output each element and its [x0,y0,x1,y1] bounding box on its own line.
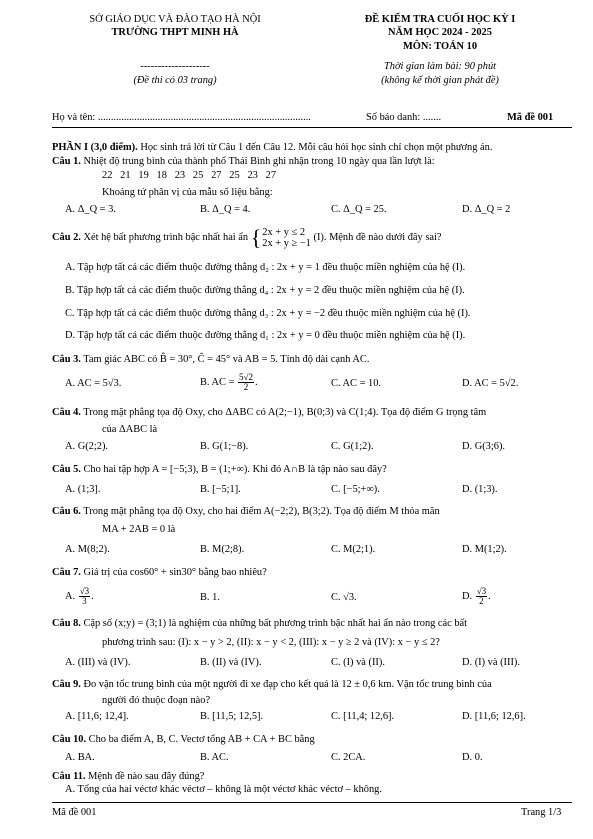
q3-b-denominator: 2 [243,382,249,393]
q5-option-c: C. [−5;+∞). [331,484,380,495]
q7-a-denominator: 3 [82,596,87,607]
q3-option-b-fraction [238,373,254,392]
q8-label: Câu 8. [52,618,81,629]
q3-option-b: B. AC = $\frac{5√2}{2}$ . [200,372,258,393]
subject: MÔN: TOÁN 10 [402,41,478,52]
q3-option-c: C. AC = 10. [331,378,382,389]
q1-option-b: B. Δ_Q = 4. [200,204,251,215]
q3-option-d: D. AC = 5√2. [462,378,519,389]
question-4 [52,406,572,419]
q7-option-d-fraction [476,587,487,606]
q4-option-c: C. G(1;2). [331,441,374,452]
department-name: SỞ GIÁO DỤC VÀ ĐÀO TẠO HÀ NỘI [89,14,261,25]
q4-option-d: D. G(3;6). [462,441,505,452]
q6-label: Câu 6. [52,506,81,517]
q2-system [262,227,311,249]
footer-exam-code: Mã đề 001 [52,807,97,818]
time-note: (không kể thời gian phát đề) [381,75,499,86]
question-10 [52,733,572,746]
q3-b-numerator: 5√2 [239,372,253,383]
q10-label: Câu 10. [52,734,87,745]
question-5 [52,463,572,476]
q2-option-d: D. Tập hợp tất cả các điểm thuộc đường thẳng d₁ : 2x + y = 0 đều thuộc miền nghiệm của hệ (I). [65,330,466,341]
q10-text: Cho ba điểm A, B, C. Vectơ tổng AB + CA + BC bằng [86,734,315,745]
school-name: TRƯỜNG THPT MINH HÀ [111,27,239,38]
q1-option-a: A. Δ_Q = 3. [65,204,116,215]
q8-text: Cặp số (x;y) = (3;1) là nghiệm của những bất phương trình bậc nhất hai ẩn nào trong các bất [80,618,468,629]
q6-option-a: A. M(8;2). [65,544,110,555]
system-brace: { [250,224,262,250]
q5-text: Cho hai tập hợp A = [−5;3), B = (1;+∞). Khi đó A∩B là tập nào sau đây? [80,464,387,475]
q1-option-d: D. Δ_Q = 2 [462,204,511,215]
q2-eq1: 2x + y ≤ 2 [262,226,306,238]
q4-option-b: B. G(1;−8). [200,441,249,452]
q2-tail: (I). Mệnh đề nào dưới đây sai? [310,232,442,243]
q4-label: Câu 4. [52,407,81,418]
q5-option-d: D. (1;3). [462,484,498,495]
q4-text: Trong mặt phẳng tọa độ Oxy, cho ΔABC có A(2;−1), B(0;3) và C(1;4). Tọa độ điểm G trọng tâm [80,407,487,418]
q5-option-a: A. (1;3]. [65,484,101,495]
part1-heading [52,141,572,154]
student-id-field: Số báo danh: ....... [366,112,442,123]
exam-title: ĐỀ KIỂM TRA CUỐI HỌC KỲ I [364,14,516,25]
q8-option-a: A. (III) và (IV). [65,657,131,668]
header-dashes: -------------------- [140,61,210,72]
q2-option-b: B. Tập hợp tất cả các điểm thuộc đường thẳng d₄ : 2x + y = 2 đều thuộc miền nghiệm của hệ (I). [65,285,465,296]
q7-option-a-prefix: A. [65,591,78,602]
pages-note: (Đề thi có 03 trang) [133,75,217,86]
q9-text-cont: người đó thuộc đoạn nào? [102,695,211,706]
q7-option-d-prefix: D. [462,591,475,602]
q4-option-a: A. G(2;2). [65,441,108,452]
q2-option-c: C. Tập hợp tất cả các điểm thuộc đường thẳng d₃ : 2x + y = −2 đều thuộc miền nghiệm của hệ (I). [65,308,471,319]
q8-text-cont: phương trình sau: (I): x − y > 2, (II): x − y < 2, (III): x − y ≥ 2 và (IV): x − y ≤ 2? [102,637,440,648]
school-year: NĂM HỌC 2024 - 2025 [388,27,492,38]
q10-option-b: B. AC. [200,752,229,763]
q7-option-b: B. 1. [200,592,220,603]
question-1 [52,155,572,168]
q10-option-a: A. BA. [65,752,95,763]
q5-option-b: B. [−5;1]. [200,484,241,495]
q8-option-b: B. (II) và (IV). [200,657,262,668]
question-6 [52,505,572,518]
q3-option-b-prefix: B. AC = [200,377,238,388]
question-2 [52,226,572,250]
question-8 [52,617,572,630]
q7-option-d: D. $\frac{√3}{2}$ . [462,586,491,607]
q9-option-a: A. [11,6; 12,4]. [65,711,129,722]
q2-label: Câu 2. [52,232,81,243]
q5-label: Câu 5. [52,464,81,475]
q6-option-b: B. M(2;8). [200,544,245,555]
q11-option-a: A. Tổng của hai véctơ khác véctơ – không là một véctơ khác véctơ – không. [65,784,382,795]
q10-option-c: C. 2CA. [331,752,366,763]
question-11 [52,770,572,783]
q8-option-c: C. (I) và (II). [331,657,385,668]
q7-d-denominator: 2 [479,596,484,607]
q6-option-c: C. M(2;1). [331,544,376,555]
q6-vector-condition: MA + 2AB = 0 là [102,524,176,535]
footer-divider [52,802,572,803]
q2-option-a: A. Tập hợp tất cả các điểm thuộc đường thẳng d₂ : 2x + y = 1 đều thuộc miền nghiệm của hệ (I). [65,262,466,273]
q7-text: Giá trị của cos60° + sin30° bằng bao nhiêu? [80,567,267,578]
page-number: Trang 1/3 [521,807,562,818]
part1-title: PHẦN I (3,0 điểm). [52,142,138,153]
q2-text: Xét hệ bất phương trình bậc nhất hai ẩn [80,232,249,243]
question-9 [52,678,572,691]
q10-option-d: D. 0. [462,752,483,763]
exam-code: Mã đề 001 [507,112,554,123]
question-7 [52,566,572,579]
q7-a-numerator: √3 [79,586,90,597]
q9-text: Đo vận tốc trung bình của một người đi xe đạp cho kết quả là 12 ± 0,6 km. Vận tốc trung bình của [80,679,492,690]
q1-ask: Khoảng tứ phân vị của mẫu số liệu bằng: [102,187,273,198]
q3-label: Câu 3. [52,354,81,365]
q11-text: Mệnh đề nào sau đây đúng? [85,771,205,782]
q3-text: Tam giác ABC có B̂ = 30°, Ĉ = 45° và AB = 5. Tính độ dài cạnh AC. [80,354,370,365]
q1-option-c: C. Δ_Q = 25. [331,204,387,215]
q9-option-b: B. [11,5; 12,5]. [200,711,264,722]
q4-text-cont: của ΔABC là [102,424,158,435]
q8-option-d: D. (I) và (III). [462,657,520,668]
exam-time: Thời gian làm bài: 90 phút [383,61,497,72]
q11-label: Câu 11. [52,771,86,782]
q7-option-c: C. √3. [331,592,357,603]
q7-option-a: A. $\frac{√3}{3}$ . [65,586,94,607]
q7-option-a-fraction [79,587,90,606]
q7-label: Câu 7. [52,567,81,578]
q9-option-d: D. [11,6; 12,6]. [462,711,526,722]
header-divider [52,127,572,128]
q6-option-d: D. M(1;2). [462,544,507,555]
q1-data: 22 21 19 18 23 25 27 25 23 27 [102,170,277,181]
q1-label: Câu 1. [52,156,81,167]
q6-text: Trong mặt phẳng tọa độ Oxy, cho hai điểm A(−2;2), B(3;2). Tọa độ điểm M thỏa mãn [80,506,440,517]
q1-text: Nhiệt độ trung bình của thành phố Thái Bình ghi nhận trong 10 ngày qua lần lượt là: [80,156,435,167]
part1-text: Học sinh trả lời từ Câu 1 đến Câu 12. Mỗi câu hỏi học sinh chỉ chọn một phương án. [137,142,493,153]
q9-option-c: C. [11,4; 12,6]. [331,711,395,722]
question-3 [52,353,572,366]
q7-d-numerator: √3 [476,586,487,597]
q2-eq2: 2x + y ≥ −1 [262,237,311,249]
student-name-field: Họ và tên: .................................................................................. [52,112,311,123]
q9-label: Câu 9. [52,679,81,690]
q3-option-a: A. AC = 5√3. [65,378,122,389]
